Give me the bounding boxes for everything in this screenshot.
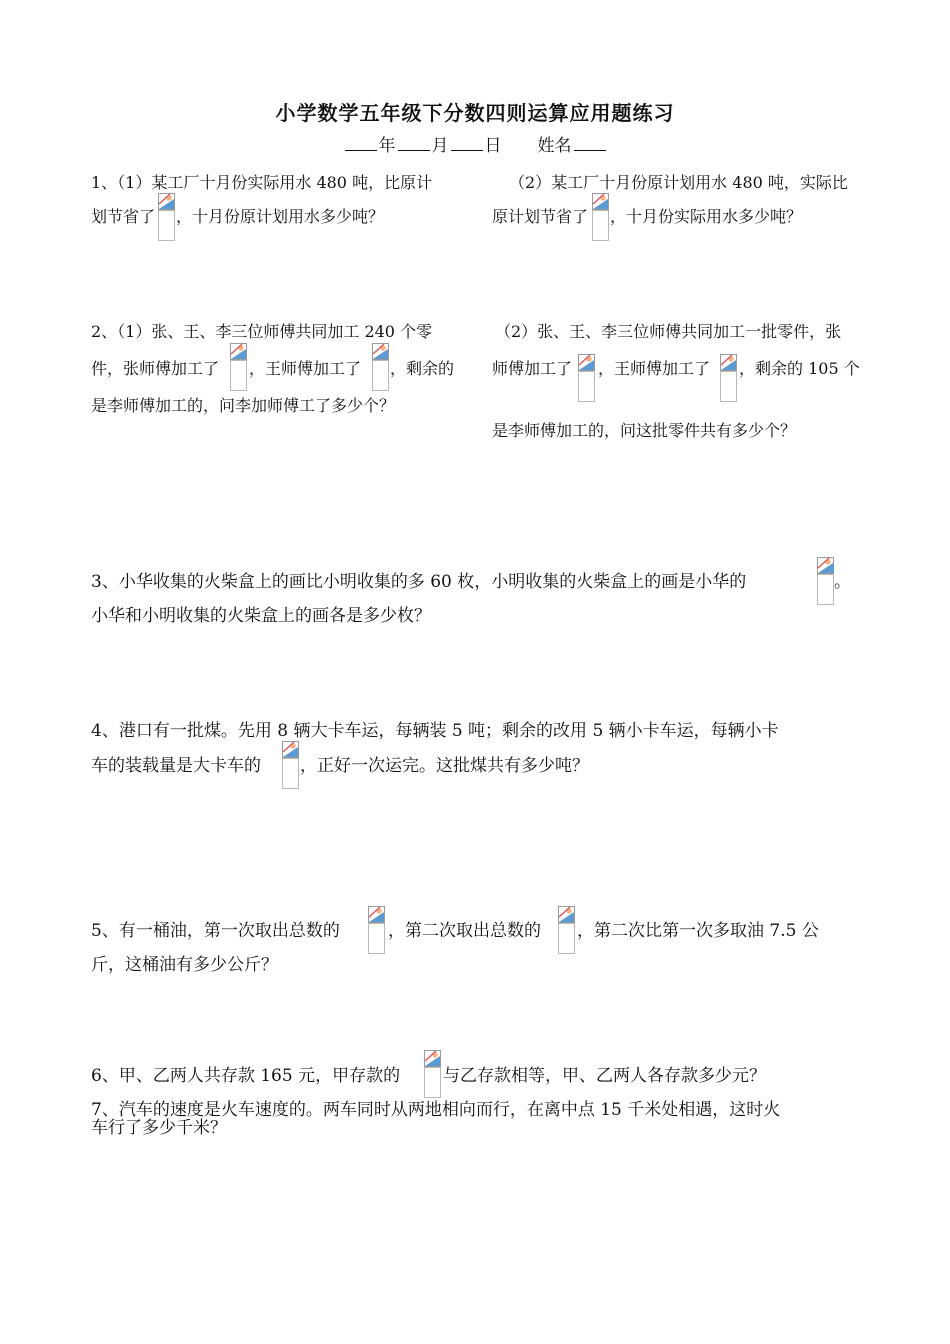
problem-5-line1-mid: ，第二次取出总数的 — [388, 921, 541, 941]
image-placeholder-icon — [230, 343, 247, 360]
problem-1a-line2-post: ，十月份原计划用水多少吨？ — [176, 207, 385, 226]
image-placeholder-icon — [368, 906, 385, 923]
problem-2b-line2-mid: ，王师傅加工了 — [598, 359, 711, 378]
year-label: 年 — [378, 136, 396, 156]
fraction-placeholder — [592, 193, 609, 241]
problem-5-line1-post: ，第二次比第一次多取油 7.5 公 — [577, 921, 819, 941]
problem-1a-line1: 1、（1）某工厂十月份实际用水 480 吨，比原计 — [91, 173, 433, 192]
problem-2b-line3: 是李师傅加工的，问这批零件共有多少个？ — [492, 421, 797, 440]
name-label: 姓名 — [537, 136, 572, 156]
fraction-placeholder — [368, 906, 385, 954]
fraction-placeholder — [558, 906, 575, 954]
fraction-placeholder — [578, 354, 595, 402]
fraction-placeholder — [282, 741, 299, 789]
image-placeholder-icon — [578, 354, 595, 371]
problem-1a-line2-pre: 划节省了 — [91, 207, 156, 226]
problem-2b-line1: （2）张、王、李三位师傅共同加工一批零件，张 — [495, 322, 842, 341]
problem-3-line1-post: 。 — [834, 572, 851, 592]
month-label: 月 — [431, 136, 449, 156]
problem-2b-line2-pre: 师傅加工了 — [492, 359, 573, 378]
image-placeholder-icon — [558, 906, 575, 923]
image-placeholder-icon — [282, 741, 299, 758]
problem-1b-line2-post: ，十月份实际用水多少吨？ — [610, 207, 803, 226]
page-title: 小学数学五年级下分数四则运算应用题练习 — [275, 101, 675, 125]
problem-3-line1: 3、小华收集的火柴盒上的画比小明收集的多 60 枚，小明收集的火柴盒上的画是小华的 — [91, 572, 747, 592]
problem-5-line2: 斤，这桶油有多少公斤？ — [91, 955, 278, 975]
problem-2a-line1: 2、（1）张、王、李三位师傅共同加工 240 个零 — [91, 322, 433, 341]
problem-2a-line2-mid: ，王师傅加工了 — [249, 359, 362, 378]
name-blank[interactable] — [574, 136, 606, 151]
year-blank[interactable] — [345, 136, 377, 151]
problem-1b-line1: （2）某工厂十月份原计划用水 480 吨，实际比 — [509, 173, 848, 192]
problem-4-line2-post: ，正好一次运完。这批煤共有多少吨？ — [300, 756, 589, 776]
problem-6-line1-post: 与乙存款相等，甲、乙两人各存款多少元？ — [443, 1066, 766, 1086]
problem-1b-line2-pre: 原计划节省了 — [492, 207, 589, 226]
fraction-placeholder — [158, 193, 175, 241]
problem-7-line1: 7、汽车的速度是火车速度的。两车同时从两地相向而行，在离中点 15 千米处相遇，这时火 — [91, 1100, 781, 1120]
problem-3-line2: 小华和小明收集的火柴盒上的画各是多少枚？ — [91, 606, 431, 626]
problem-5-line1-pre: 5、有一桶油，第一次取出总数的 — [91, 921, 340, 941]
fraction-placeholder — [817, 557, 834, 605]
problem-2a-line2-pre: 件，张师傅加工了 — [91, 359, 220, 378]
month-blank[interactable] — [398, 136, 430, 151]
image-placeholder-icon — [817, 557, 834, 574]
problem-7-line2: 车行了多少千米？ — [91, 1118, 227, 1138]
day-label: 日 — [484, 136, 502, 156]
image-placeholder-icon — [424, 1050, 441, 1067]
image-placeholder-icon — [372, 343, 389, 360]
day-blank[interactable] — [451, 136, 483, 151]
problem-4-line1: 4、港口有一批煤。先用 8 辆大卡车运，每辆装 5 吨；剩余的改用 5 辆小卡车运，每辆小卡 — [91, 721, 779, 741]
fraction-placeholder — [372, 343, 389, 391]
fraction-placeholder — [230, 343, 247, 391]
problem-2a-line3: 是李师傅加工的，问李加师傅工了多少个？ — [91, 396, 396, 415]
fraction-placeholder — [720, 354, 737, 402]
problem-2b-line2-post: ，剩余的 105 个 — [739, 359, 860, 378]
problem-6-line1-pre: 6、甲、乙两人共存款 165 元，甲存款的 — [91, 1066, 401, 1086]
problem-4-line2-pre: 车的装载量是大卡车的 — [91, 756, 261, 776]
date-name-line — [0, 131, 950, 156]
image-placeholder-icon — [720, 354, 737, 371]
image-placeholder-icon — [158, 193, 175, 210]
image-placeholder-icon — [592, 193, 609, 210]
fraction-placeholder — [424, 1050, 441, 1098]
problem-2a-line2-post: ，剩余的 — [390, 359, 455, 378]
